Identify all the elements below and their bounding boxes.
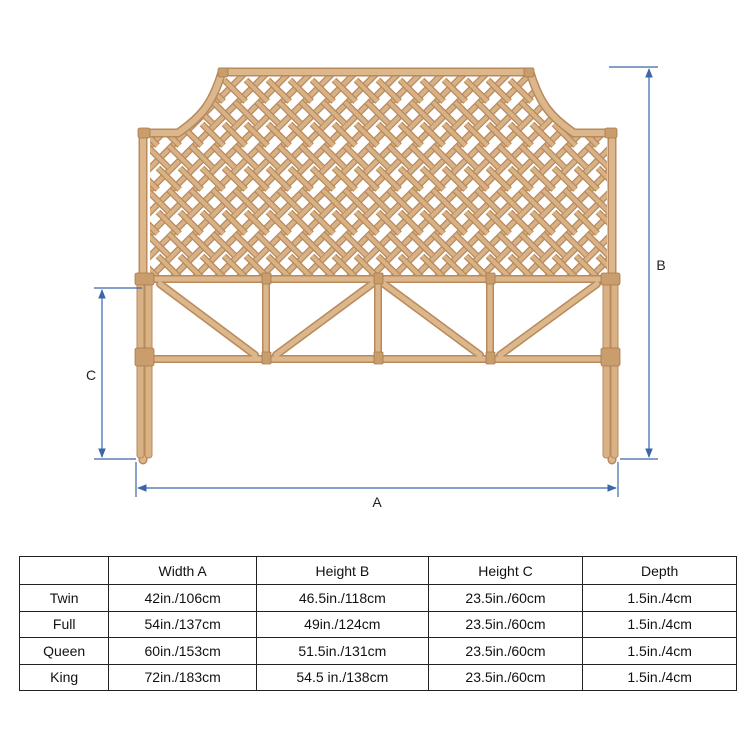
lattice-crosspiece [565,322,587,344]
lattice-crosspiece [444,300,466,322]
lattice-crosspiece [158,300,180,322]
lattice-rail [0,0,458,372]
width-a-value: 72in./183cm [109,664,257,691]
lattice-rail [0,0,370,372]
label-c: C [85,367,97,383]
width-a-value: 42in./106cm [109,585,257,612]
table-row [20,585,737,612]
lattice-crosspiece [642,124,664,146]
lattice-crosspiece [169,102,191,124]
lattice-crosspiece [169,322,191,344]
lattice-crosspiece [587,102,609,124]
lattice-crosspiece [609,102,631,124]
lattice-crosspiece [653,322,675,344]
lattice-crosspiece [642,300,664,322]
table-row [20,638,737,665]
lattice-crosspiece [620,256,642,278]
lattice-crosspiece [653,102,675,124]
lattice-crosspiece [125,102,147,124]
lattice-crosspiece [290,300,312,322]
lattice-crosspiece [114,124,136,146]
lattice-crosspiece [158,80,180,102]
header-height-c: Height C [428,557,583,585]
lattice-crosspiece [114,168,136,190]
lattice-rail [320,0,755,372]
lattice-crosspiece [642,300,664,322]
lattice-crosspiece [642,168,664,190]
header-width-a: Width A [109,557,257,585]
lattice-crosspiece [620,80,642,102]
depth-value: 1.5in./4cm [583,638,737,665]
table-row [20,611,737,638]
lattice-rail [0,0,458,372]
lattice-crosspiece [180,80,202,102]
lattice-crosspiece [620,168,642,190]
lattice-crosspiece [411,322,433,344]
lattice-crosspiece [114,256,136,278]
lattice-crosspiece [510,300,532,322]
lattice-crosspiece [323,322,345,344]
lattice-crosspiece [158,300,180,322]
lattice-crosspiece [136,80,158,102]
lattice-rail [0,0,370,372]
header-depth: Depth [583,557,737,585]
lattice-crosspiece [620,300,642,322]
lattice-rail [188,0,755,372]
lattice-crosspiece [653,146,675,168]
lattice-crosspiece [620,300,642,322]
lattice-crosspiece [642,80,664,102]
size-name: Queen [20,638,109,665]
lattice-crosspiece [114,124,136,146]
lattice-crosspiece [158,80,180,102]
width-a-value: 60in./153cm [109,638,257,665]
lattice-crosspiece [147,102,169,124]
size-name: Twin [20,585,109,612]
lattice-crosspiece [114,80,136,102]
lattice-crosspiece [136,80,158,102]
lattice-crosspiece [268,300,290,322]
lattice-crosspiece [653,190,675,212]
lattice-rail [188,0,755,372]
lattice-crosspiece [323,322,345,344]
label-b: B [656,257,666,273]
lattice-crosspiece [554,80,576,102]
header-blank [20,557,109,585]
lattice-crosspiece [169,322,191,344]
lattice-crosspiece [565,102,587,124]
size-name: King [20,664,109,691]
lattice-crosspiece [653,102,675,124]
lattice-crosspiece [620,80,642,102]
lattice-crosspiece [565,322,587,344]
lattice-crosspiece [653,278,675,300]
lattice-crosspiece [576,80,598,102]
lattice-crosspiece [411,322,433,344]
depth-value: 1.5in./4cm [583,585,737,612]
lattice-crosspiece [114,80,136,102]
height-b-value: 51.5in./131cm [256,638,428,665]
table-header-row [20,557,737,585]
lattice-crosspiece [125,102,147,124]
lattice-rail [0,0,326,372]
header-height-b: Height B [256,557,428,585]
height-b-value: 46.5in./118cm [256,585,428,612]
lattice-crosspiece [466,300,488,322]
lattice-crosspiece [653,190,675,212]
table-row [20,664,737,691]
lattice-crosspiece [576,300,598,322]
label-a: A [372,494,382,510]
lattice-crosspiece [642,212,664,234]
lattice-crosspiece [147,102,169,124]
lattice-crosspiece [114,256,136,278]
lower-frame [150,279,607,359]
lattice-crosspiece [653,146,675,168]
depth-value: 1.5in./4cm [583,664,737,691]
lattice-crosspiece [609,102,631,124]
lattice-crosspiece [576,300,598,322]
lattice-crosspiece [653,234,675,256]
lattice-crosspiece [642,124,664,146]
lattice-crosspiece [576,80,598,102]
width-a-value: 54in./137cm [109,611,257,638]
height-c-value: 23.5in./60cm [428,638,583,665]
lattice-crosspiece [345,322,367,344]
lattice-crosspiece [620,212,642,234]
lattice-rail [496,0,755,372]
lattice-crosspiece [444,300,466,322]
lattice-crosspiece [114,300,136,322]
height-c-value: 23.5in./60cm [428,664,583,691]
lattice-crosspiece [268,300,290,322]
lattice-crosspiece [114,300,136,322]
lattice-crosspiece [653,234,675,256]
lattice-crosspiece [620,124,642,146]
lattice-crosspiece [642,212,664,234]
lattice-crosspiece [587,102,609,124]
lattice-crosspiece [554,80,576,102]
lattice-crosspiece [345,322,367,344]
lattice-crosspiece [290,300,312,322]
lattice-crosspiece [114,212,136,234]
lattice-crosspiece [620,124,642,146]
lattice-crosspiece [224,300,246,322]
lattice-crosspiece [389,322,411,344]
lattice-crosspiece [169,102,191,124]
lattice-crosspiece [565,102,587,124]
size-table [19,556,737,691]
lattice-crosspiece [620,212,642,234]
lattice-rail [496,0,755,372]
height-c-value: 23.5in./60cm [428,585,583,612]
lattice-crosspiece [180,80,202,102]
depth-value: 1.5in./4cm [583,611,737,638]
lattice-crosspiece [114,168,136,190]
lattice-crosspiece [620,256,642,278]
lattice-crosspiece [642,80,664,102]
lattice-crosspiece [653,322,675,344]
lattice-crosspiece [510,300,532,322]
lattice-rail [320,0,755,372]
lattice-rail [0,0,326,372]
lattice-crosspiece [389,322,411,344]
lattice-crosspiece [114,212,136,234]
height-b-value: 49in./124cm [256,611,428,638]
lattice-crosspiece [620,168,642,190]
lattice-crosspiece [642,168,664,190]
lattice-crosspiece [598,80,620,102]
lattice-crosspiece [653,278,675,300]
height-c-value: 23.5in./60cm [428,611,583,638]
lattice-crosspiece [466,300,488,322]
size-name: Full [20,611,109,638]
height-b-value: 54.5 in./138cm [256,664,428,691]
lattice-crosspiece [224,300,246,322]
lattice-crosspiece [598,80,620,102]
